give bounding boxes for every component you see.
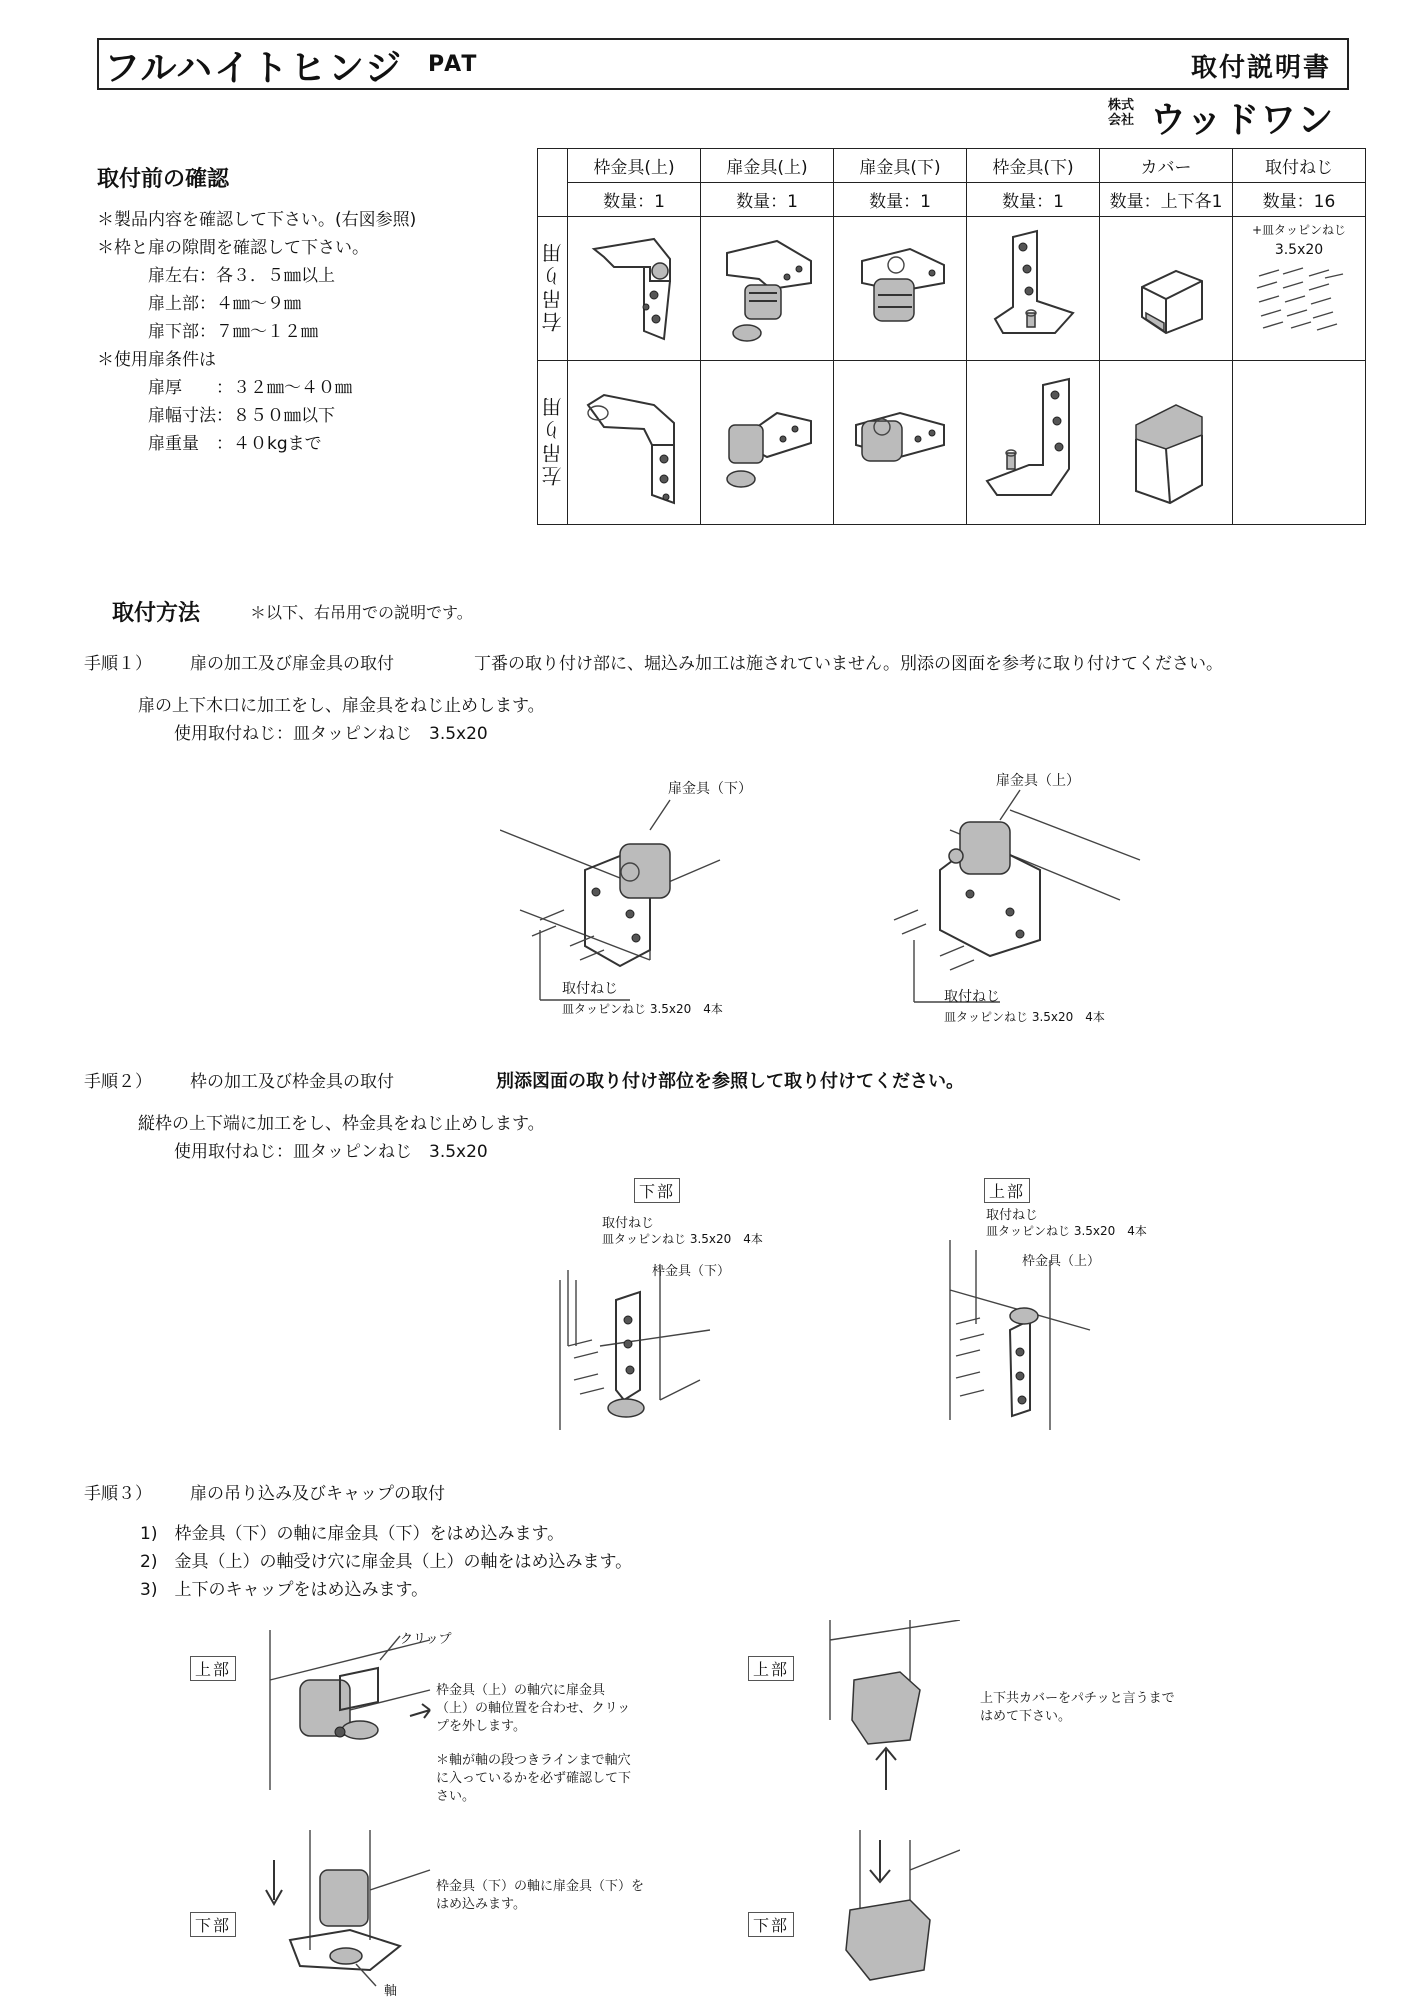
check-line-8: 扉幅寸法：８５０㎜以下 (148, 406, 335, 426)
step2-bottom-part-label: 枠金具（下） (652, 1264, 731, 1279)
step2-top-screw-spec: 皿タッピンねじ 3.5x20 4本 (986, 1224, 1147, 1238)
check-line-1: ＊製品内容を確認して下さい。(右図参照) (97, 210, 417, 230)
step1-fig-left-screw-label: 取付ねじ (562, 981, 618, 997)
img-r-screws (1233, 217, 1366, 361)
step1-desc2: 使用取付ねじ：皿タッピンねじ 3.5x20 (174, 724, 488, 744)
screw-type-label: +皿タッピンねじ (1251, 223, 1347, 237)
frame-top-bracket-icon (574, 221, 694, 351)
check-line-2: ＊枠と扉の隙間を確認して下さい。 (97, 238, 369, 258)
col-header-cover: カバー (1100, 149, 1233, 183)
img-l-empty (1233, 361, 1366, 525)
step3-cover-box-top: 上部 (748, 1656, 794, 1681)
step3-box-bottom: 下部 (190, 1912, 236, 1937)
col-header-frame-bottom: 枠金具(下) (967, 149, 1100, 183)
qty-screws: 数量：16 (1233, 183, 1366, 217)
img-l-cover (1100, 361, 1233, 525)
step2-frame-bottom-figure (540, 1250, 730, 1450)
method-heading: 取付方法 (112, 601, 201, 626)
method-note: ＊以下、右吊用での説明です。 (250, 603, 473, 622)
step1-fig-left-part-label: 扉金具（下） (668, 781, 752, 797)
img-l-door-top (701, 361, 834, 525)
qty-frame-bottom: 数量：1 (967, 183, 1100, 217)
step2-box-top: 上部 (984, 1178, 1030, 1203)
frame-bottom-bracket-icon (973, 221, 1093, 351)
step3-item-3: 3) 上下のキャップをはめ込みます。 (140, 1580, 429, 1600)
step3-item-1: 1) 枠金具（下）の軸に扉金具（下）をはめ込みます。 (140, 1524, 565, 1544)
row-label-right: 右吊り用 (538, 217, 568, 361)
step3-title: 扉の吊り込み及びキャップの取付 (190, 1484, 445, 1504)
step1-note: 丁番の取り付け部に、堀込み加工は施されていません。別添の図面を参考に取り付けてください。 (474, 654, 1224, 674)
model-code: PAT (428, 52, 479, 77)
img-r-door-bottom (834, 217, 967, 361)
img-r-frame-top (568, 217, 701, 361)
step2-title: 枠の加工及び枠金具の取付 (190, 1072, 394, 1092)
step2-bottom-screw-spec: 皿タッピンねじ 3.5x20 4本 (602, 1232, 763, 1246)
img-l-door-bottom (834, 361, 967, 525)
step3-note-bottom: 枠金具（下）の軸に扉金具（下）をはめ込みます。 (436, 1879, 645, 1912)
check-line-5: 扉下部：７㎜〜１２㎜ (148, 322, 318, 342)
door-bottom-bracket-icon (840, 221, 960, 351)
step2-frame-top-figure (920, 1220, 1120, 1450)
step3-cover-top-figure (800, 1620, 960, 1800)
cover-cap-left-icon (1106, 365, 1226, 515)
step1-fig-left-screw-spec: 皿タッピンねじ 3.5x20 4本 (562, 1002, 723, 1016)
door-bottom-bracket-left-icon (840, 365, 960, 515)
brand-logo (1108, 96, 1358, 141)
col-header-door-top: 扉金具(上) (701, 149, 834, 183)
step1-door-top-figure (890, 770, 1150, 1030)
step3-note-cover: 上下共カバーをパチッと言うまではめて下さい。 (980, 1691, 1175, 1724)
step1-fig-right-part-label: 扉金具（上） (996, 773, 1080, 789)
check-line-3: 扉左右：各３．５㎜以上 (148, 266, 335, 286)
door-top-bracket-icon (707, 221, 827, 351)
step2-note: 別添図面の取り付け部位を参照して取り付けてください。 (496, 1071, 964, 1092)
step1-fig-right-screw-label: 取付ねじ (944, 989, 1000, 1005)
img-r-door-top (701, 217, 834, 361)
step1-door-bottom-figure (500, 770, 760, 1030)
qty-door-bottom: 数量：1 (834, 183, 967, 217)
step2-top-screw-label: 取付ねじ (986, 1208, 1039, 1223)
step2-label: 手順２） (84, 1072, 152, 1092)
brand-name: ウッドワン (1150, 100, 1335, 141)
qty-cover: 数量：上下各1 (1100, 183, 1233, 217)
step3-item-2: 2) 金具（上）の軸受け穴に扉金具（上）の軸をはめ込みます。 (140, 1552, 633, 1572)
document-type: 取付説明書 (1190, 53, 1331, 83)
screw-size-label: 3.5x20 (1274, 242, 1324, 258)
step2-box-bottom: 下部 (634, 1178, 680, 1203)
frame-bottom-bracket-left-icon (973, 365, 1093, 515)
img-r-cover (1100, 217, 1233, 361)
check-line-9: 扉重量 ：４０kgまで (148, 434, 322, 454)
step1-title: 扉の加工及び扉金具の取付 (190, 654, 394, 674)
step3-box-top: 上部 (190, 1656, 236, 1681)
step2-desc1: 縦枠の上下端に加工をし、枠金具をねじ止めします。 (138, 1114, 545, 1134)
step3-cover-bottom-figure (800, 1830, 960, 2000)
shaft-label: 軸 (384, 1984, 398, 1999)
step2-desc2: 使用取付ねじ：皿タッピンねじ 3.5x20 (174, 1142, 488, 1162)
screws-bundle-icon (1239, 258, 1359, 338)
step1-label: 手順１） (84, 654, 152, 674)
check-line-7: 扉厚 ：３２㎜〜４０㎜ (148, 378, 352, 398)
img-l-frame-top (568, 361, 701, 525)
col-header-door-bottom: 扉金具(下) (834, 149, 967, 183)
qty-frame-top: 数量：1 (568, 183, 701, 217)
col-header-frame-top: 枠金具(上) (568, 149, 701, 183)
step2-top-part-label: 枠金具（上） (1022, 1254, 1101, 1269)
cover-cap-icon (1106, 221, 1226, 351)
step3-bottom-assembly-figure (260, 1830, 440, 1990)
document-title: フルハイトヒンジ (104, 48, 404, 89)
check-line-4: 扉上部：４㎜〜９㎜ (148, 294, 301, 314)
step3-label: 手順３） (84, 1484, 152, 1504)
check-line-6: ＊使用扉条件は (97, 350, 216, 370)
img-r-frame-bottom (967, 217, 1100, 361)
step3-note-top-caution: ＊軸が軸の段つきラインまで軸穴に入っているかを必ず確認して下さい。 (436, 1753, 632, 1804)
corner-cell (538, 149, 568, 217)
brand-corp: 株式 会社 (1108, 98, 1135, 128)
img-l-frame-bottom (967, 361, 1100, 525)
step3-note-top: 枠金具（上）の軸穴に扉金具（上）の軸位置を合わせ、クリップを外します。 (436, 1683, 631, 1734)
parts-table (537, 148, 1366, 525)
step1-desc1: 扉の上下木口に加工をし、扉金具をねじ止めします。 (138, 696, 545, 716)
check-heading: 取付前の確認 (97, 167, 230, 192)
clip-label: クリップ (400, 1632, 452, 1647)
door-top-bracket-left-icon (707, 365, 827, 515)
row-label-left: 左吊り用 (538, 361, 568, 525)
col-header-screws: 取付ねじ (1233, 149, 1366, 183)
step3-cover-box-bottom: 下部 (748, 1912, 794, 1937)
step1-fig-right-screw-spec: 皿タッピンねじ 3.5x20 4本 (944, 1010, 1105, 1024)
qty-door-top: 数量：1 (701, 183, 834, 217)
step3-top-assembly-figure (260, 1620, 440, 1800)
step2-bottom-screw-label: 取付ねじ (602, 1216, 655, 1231)
frame-top-bracket-left-icon (574, 365, 694, 515)
